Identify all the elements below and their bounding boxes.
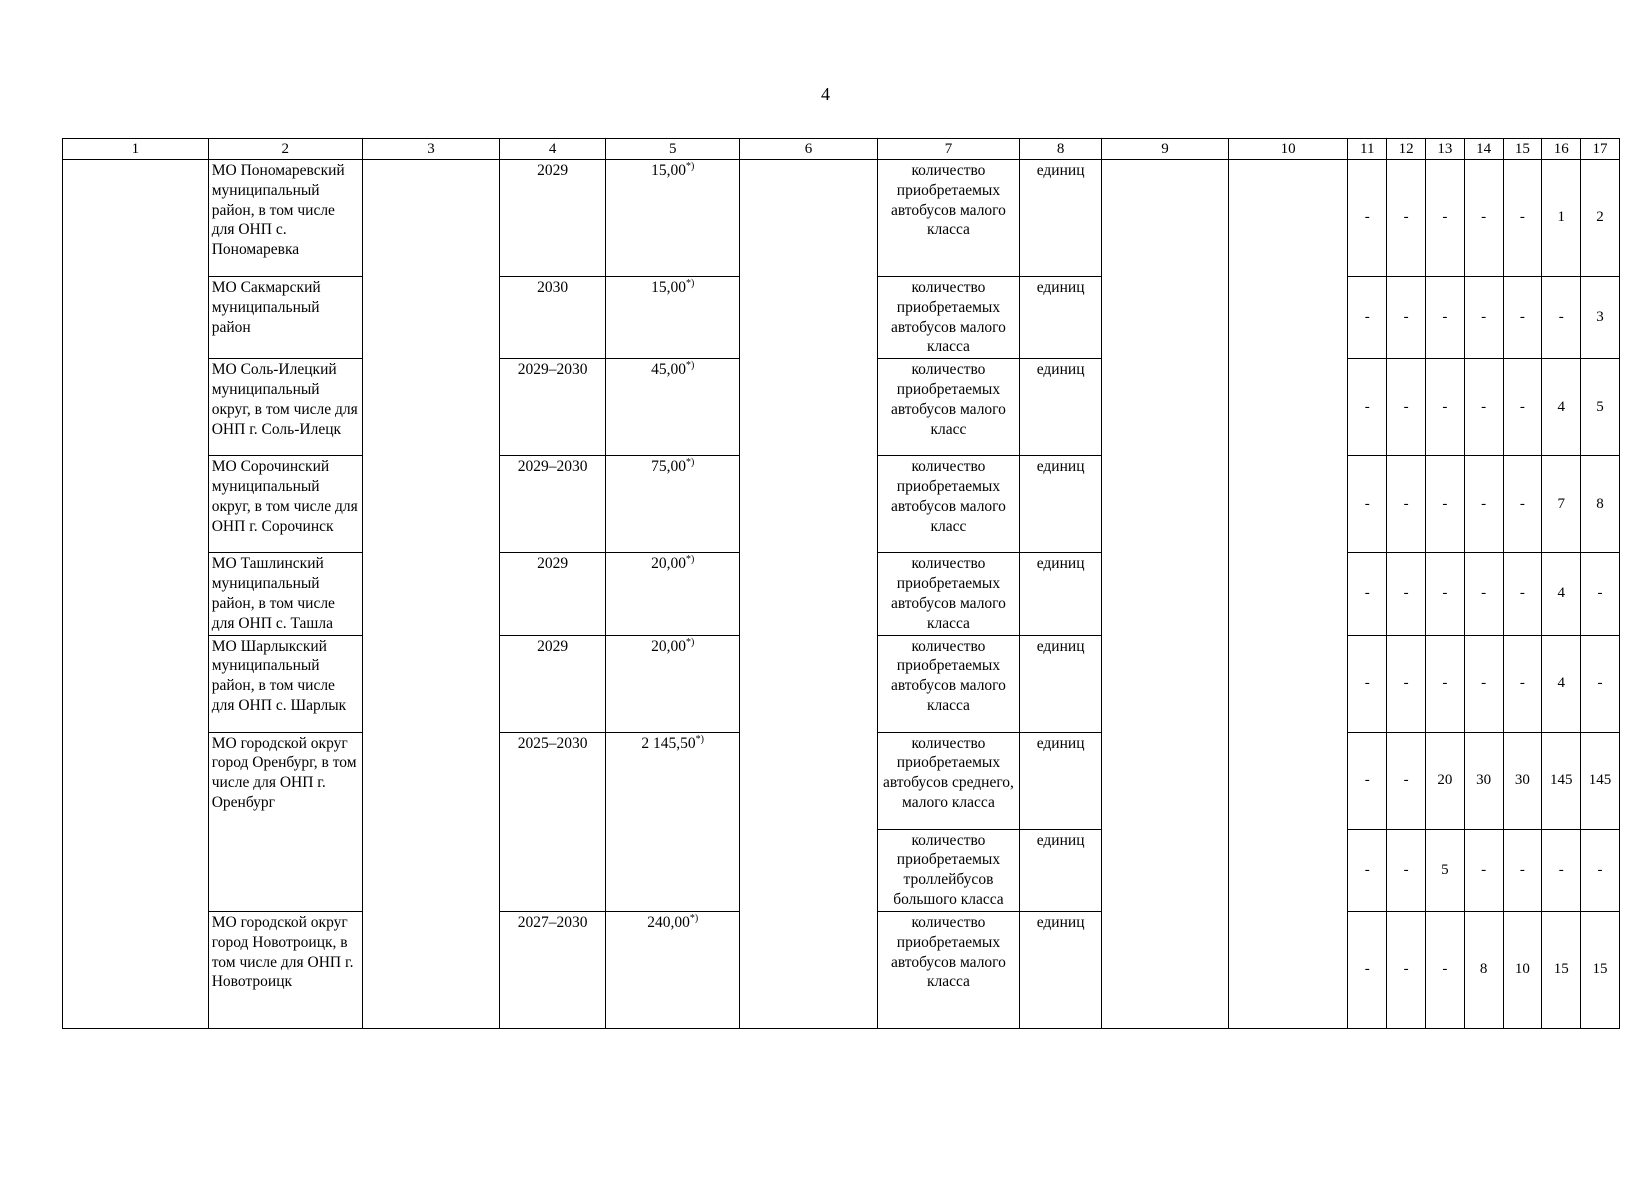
amount-cell <box>606 160 740 277</box>
indicator-cell: количество приобретаемых автобусов среднего, малого класса <box>877 732 1020 829</box>
unit-cell: единиц <box>1020 160 1102 277</box>
years-cell: 2029 <box>500 160 606 277</box>
col6-cell <box>740 160 877 1029</box>
amount-footnote-mark: *) <box>685 360 695 372</box>
value-cell: - <box>1387 456 1426 553</box>
value-cell: 8 <box>1464 911 1503 1028</box>
municipality-cell: МО Соль-Илецкий муниципальный округ, в том числе для ОНП г. Соль-Илецк <box>208 359 362 456</box>
col9-cell <box>1102 160 1229 1029</box>
column-number-cell: 3 <box>362 139 499 160</box>
value-cell: - <box>1387 553 1426 635</box>
value-cell: 15 <box>1581 911 1620 1028</box>
column-number-cell: 5 <box>606 139 740 160</box>
value-cell: - <box>1387 635 1426 732</box>
value-cell: - <box>1387 277 1426 359</box>
indicator-cell: количество приобретаемых автобусов малого класса <box>877 277 1020 359</box>
years-cell: 2025–2030 <box>500 732 606 911</box>
unit-cell: единиц <box>1020 829 1102 911</box>
value-cell: - <box>1503 160 1542 277</box>
indicator-cell: количество приобретаемых автобусов малого класса <box>877 553 1020 635</box>
value-cell: 3 <box>1581 277 1620 359</box>
value-cell: - <box>1348 829 1387 911</box>
indicator-cell: количество приобретаемых автобусов малого класса <box>877 160 1020 277</box>
value-cell: - <box>1542 277 1581 359</box>
value-cell: - <box>1464 160 1503 277</box>
value-cell: 5 <box>1425 829 1464 911</box>
amount-value: 15,00 <box>651 279 686 296</box>
value-cell: - <box>1348 277 1387 359</box>
amount-footnote-mark: *) <box>685 554 695 566</box>
value-cell: - <box>1581 553 1620 635</box>
value-cell: 2 <box>1581 160 1620 277</box>
value-cell: - <box>1464 635 1503 732</box>
unit-cell: единиц <box>1020 635 1102 732</box>
indicator-cell: количество приобретаемых автобусов малого класса <box>877 635 1020 732</box>
value-cell: - <box>1348 732 1387 829</box>
unit-cell: единиц <box>1020 553 1102 635</box>
value-cell: - <box>1348 911 1387 1028</box>
value-cell: 145 <box>1581 732 1620 829</box>
value-cell: - <box>1464 829 1503 911</box>
value-cell: - <box>1425 553 1464 635</box>
value-cell: - <box>1464 553 1503 635</box>
column-number-cell: 13 <box>1425 139 1464 160</box>
col1-cell <box>63 160 209 1029</box>
amount-footnote-mark: *) <box>685 457 695 469</box>
value-cell: 4 <box>1542 553 1581 635</box>
column-number-cell: 17 <box>1581 139 1620 160</box>
value-cell: - <box>1464 456 1503 553</box>
municipality-cell: МО городской округ город Новотроицк, в том числе для ОНП г. Новотроицк <box>208 911 362 1028</box>
value-cell: - <box>1425 635 1464 732</box>
value-cell: - <box>1425 277 1464 359</box>
value-cell: 1 <box>1542 160 1581 277</box>
value-cell: - <box>1348 456 1387 553</box>
table-row <box>63 160 1620 277</box>
value-cell: - <box>1348 635 1387 732</box>
municipality-cell: МО Шарлыкский муниципальный район, в том числе для ОНП с. Шарлык <box>208 635 362 732</box>
amount-footnote-mark: *) <box>685 277 695 289</box>
column-number-cell: 8 <box>1020 139 1102 160</box>
value-cell: - <box>1503 829 1542 911</box>
value-cell: - <box>1425 456 1464 553</box>
page-number: 4 <box>821 84 830 104</box>
value-cell: 20 <box>1425 732 1464 829</box>
column-number-cell: 1 <box>63 139 209 160</box>
value-cell: - <box>1503 635 1542 732</box>
value-cell: 30 <box>1503 732 1542 829</box>
municipality-cell: МО Сорочинский муниципальный округ, в том числе для ОНП г. Сорочинск <box>208 456 362 553</box>
amount-cell <box>606 911 740 1028</box>
indicator-cell: количество приобретаемых автобусов малого класса <box>877 911 1020 1028</box>
years-cell: 2030 <box>500 277 606 359</box>
amount-value: 2 145,50 <box>641 734 696 752</box>
indicator-cell: количество приобретаемых автобусов малого класс <box>877 456 1020 553</box>
column-number-row <box>63 139 1620 160</box>
years-cell: 2029 <box>500 553 606 635</box>
value-cell: - <box>1503 277 1542 359</box>
value-cell: - <box>1581 635 1620 732</box>
amount-cell <box>606 553 740 635</box>
table-body <box>63 160 1620 1029</box>
value-cell: - <box>1503 553 1542 635</box>
amount-cell <box>606 732 740 911</box>
value-cell: - <box>1348 553 1387 635</box>
unit-cell: единиц <box>1020 277 1102 359</box>
value-cell: 5 <box>1581 359 1620 456</box>
column-number-cell: 2 <box>208 139 362 160</box>
value-cell: - <box>1425 359 1464 456</box>
value-cell: 4 <box>1542 635 1581 732</box>
value-cell: - <box>1387 911 1426 1028</box>
unit-cell: единиц <box>1020 911 1102 1028</box>
value-cell: - <box>1581 829 1620 911</box>
amount-footnote-mark: *) <box>685 160 695 172</box>
value-cell: - <box>1464 277 1503 359</box>
amount-footnote-mark: *) <box>695 733 704 745</box>
value-cell: - <box>1542 829 1581 911</box>
value-cell: - <box>1348 359 1387 456</box>
column-number-cell: 14 <box>1464 139 1503 160</box>
municipality-cell: МО Сакмарский муниципальный район <box>208 277 362 359</box>
indicator-cell: количество приобретаемых автобусов малого класс <box>877 359 1020 456</box>
column-number-cell: 16 <box>1542 139 1581 160</box>
amount-cell <box>606 277 740 359</box>
value-cell: - <box>1387 829 1426 911</box>
value-cell: 30 <box>1464 732 1503 829</box>
column-number-cell: 7 <box>877 139 1020 160</box>
amount-cell <box>606 359 740 456</box>
value-cell: - <box>1464 359 1503 456</box>
unit-cell: единиц <box>1020 359 1102 456</box>
value-cell: 10 <box>1503 911 1542 1028</box>
col10-cell <box>1228 160 1348 1029</box>
program-table <box>62 138 1620 1029</box>
column-number-cell: 4 <box>500 139 606 160</box>
column-number-cell: 6 <box>740 139 877 160</box>
municipality-cell: МО городской округ город Оренбург, в том числе для ОНП г. Оренбург <box>208 732 362 911</box>
amount-footnote-mark: *) <box>689 912 699 924</box>
column-number-cell: 9 <box>1102 139 1229 160</box>
value-cell: - <box>1503 359 1542 456</box>
amount-footnote-mark: *) <box>685 636 695 648</box>
value-cell: - <box>1425 911 1464 1028</box>
amount-cell <box>606 456 740 553</box>
amount-value: 240,00 <box>647 913 690 931</box>
value-cell: - <box>1348 160 1387 277</box>
unit-cell: единиц <box>1020 732 1102 829</box>
value-cell: 4 <box>1542 359 1581 456</box>
value-cell: 15 <box>1542 911 1581 1028</box>
value-cell: - <box>1387 359 1426 456</box>
indicator-cell: количество приобретаемых троллейбусов большого класса <box>877 829 1020 911</box>
amount-cell <box>606 635 740 732</box>
years-cell: 2029–2030 <box>500 359 606 456</box>
municipality-cell: МО Ташлинский муниципальный район, в том числе для ОНП с. Ташла <box>208 553 362 635</box>
years-cell: 2029–2030 <box>500 456 606 553</box>
municipality-cell: МО Пономаревский муниципальный район, в том числе для ОНП с. Пономаревка <box>208 160 362 277</box>
value-cell: - <box>1503 456 1542 553</box>
unit-cell: единиц <box>1020 456 1102 553</box>
value-cell: 7 <box>1542 456 1581 553</box>
value-cell: - <box>1425 160 1464 277</box>
value-cell: 145 <box>1542 732 1581 829</box>
amount-value: 20,00 <box>651 555 686 573</box>
col3-cell <box>362 160 499 1029</box>
column-number-cell: 11 <box>1348 139 1387 160</box>
value-cell: - <box>1387 732 1426 829</box>
years-cell: 2027–2030 <box>500 911 606 1028</box>
amount-value: 45,00 <box>651 361 686 379</box>
amount-value: 75,00 <box>651 458 686 476</box>
column-number-cell: 10 <box>1228 139 1348 160</box>
column-number-cell: 12 <box>1387 139 1426 160</box>
value-cell: - <box>1387 160 1426 277</box>
years-cell: 2029 <box>500 635 606 732</box>
value-cell: 8 <box>1581 456 1620 553</box>
amount-value: 20,00 <box>651 637 686 655</box>
amount-value: 15,00 <box>651 162 686 179</box>
column-number-cell: 15 <box>1503 139 1542 160</box>
